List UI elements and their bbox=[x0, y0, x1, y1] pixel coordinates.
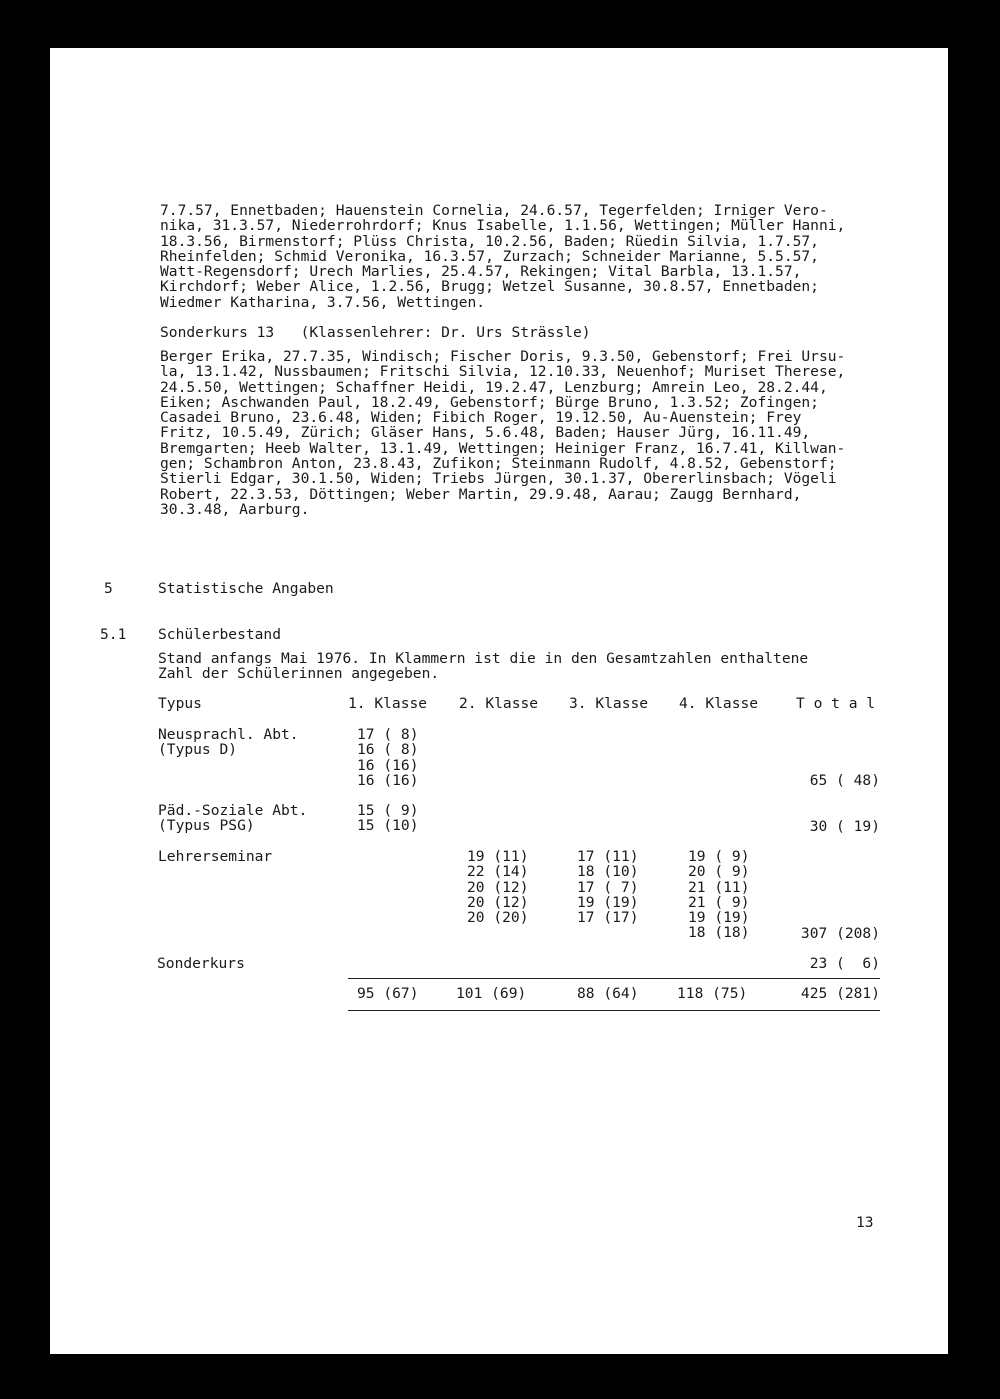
header-typus: Typus bbox=[158, 695, 202, 712]
totals-bottom-rule bbox=[348, 1010, 880, 1011]
lehrer-klasse-3-values: 17 (11) 18 (10) 17 ( 7) 19 (19) 17 (17) bbox=[577, 848, 639, 927]
header-klasse-2: 2. Klasse bbox=[459, 695, 539, 712]
sonderkurs-heading: Sonderkurs 13 (Klassenlehrer: Dr. Urs Strässle) bbox=[160, 324, 591, 341]
total-klasse-4: 118 (75) bbox=[677, 985, 748, 1002]
paed-total: 30 ( 19) bbox=[809, 818, 880, 835]
row-label-neusprachl: Neusprachl. Abt. (Typus D) bbox=[158, 726, 299, 759]
header-total: T o t a l bbox=[796, 695, 876, 712]
row-label-lehrerseminar: Lehrerseminar bbox=[158, 848, 273, 865]
neusprachl-klasse-1-values: 17 ( 8) 16 ( 8) 16 (16) 16 (16) bbox=[357, 726, 419, 789]
total-klasse-2: 101 (69) bbox=[456, 985, 527, 1002]
lehrer-total: 307 (208) bbox=[800, 925, 880, 942]
section-5-title: Statistische Angaben bbox=[158, 580, 334, 597]
total-klasse-1: 95 (67) bbox=[357, 985, 419, 1002]
document-page bbox=[50, 48, 948, 1354]
header-klasse-3: 3. Klasse bbox=[569, 695, 649, 712]
page-number: 13 bbox=[856, 1214, 874, 1231]
lehrer-klasse-4-values: 19 ( 9) 20 ( 9) 21 (11) 21 ( 9) 19 (19) 18 (18) bbox=[688, 848, 750, 942]
section-5-1-title: Schülerbestand bbox=[158, 626, 282, 643]
total-klasse-3: 88 (64) bbox=[577, 985, 639, 1002]
sonderkurs-total: 23 ( 6) bbox=[809, 955, 880, 972]
totals-top-rule bbox=[348, 978, 880, 979]
section-5-1-intro: Stand anfangs Mai 1976. In Klammern ist die in den Gesamtzahlen enthaltene Zahl der Schülerinnen angegeben. bbox=[158, 650, 809, 683]
section-5-number: 5 bbox=[104, 580, 113, 597]
row-label-sonderkurs: Sonderkurs bbox=[157, 955, 245, 972]
paed-klasse-1-values: 15 ( 9) 15 (10) bbox=[357, 802, 419, 835]
grand-total: 425 (281) bbox=[800, 985, 880, 1002]
header-klasse-4: 4. Klasse bbox=[679, 695, 759, 712]
header-klasse-1: 1. Klasse bbox=[348, 695, 428, 712]
lehrer-klasse-2-values: 19 (11) 22 (14) 20 (12) 20 (12) 20 (20) bbox=[467, 848, 529, 927]
section-5-1-number: 5.1 bbox=[100, 626, 127, 643]
sonderkurs-student-list: Berger Erika, 27.7.35, Windisch; Fischer Doris, 9.3.50, Gebenstorf; Frei Ursu- la, 13.1.42, Nussbaumen; Fritschi Silvia, 12.10.33, Neuenhof; Muriset Therese, 24.5.50, Wettingen; Schaffner Heidi, 19.2.47, Lenzburg; Amrein Leo, 28.2.44, Eiken; Aschwanden Paul, 18.2.49, Gebenstorf; Bürge Bruno, 1.3.52; Zofingen; Casadei Bruno, 23.6.48, Widen; Fibich Roger, 19.12.50, Au-Auenstein; Frey Fritz, 10.5.49, Zürich; Gläser Hans, 5.6.48, Baden; Hauser Jürg, 16.11.49, Bremgarten; Heeb Walter, 13.1.49, Wettingen; Heiniger Franz, 16.7.41, Killwan- gen; Schambron Anton, 23.8.43, Zufikon; Steinmann Rudolf, 4.8.52, Gebenstorf; Stierli Edgar, 30.1.50, Widen; Triebs Jürgen, 30.1.37, Obererlinsbach; Vögeli Robert, 22.3.53, Döttingen; Weber Martin, 29.9.48, Aarau; Zaugg Bernhard, 30.3.48, Aarburg. bbox=[160, 348, 846, 518]
neusprachl-total: 65 ( 48) bbox=[809, 772, 880, 789]
student-list-continuation: 7.7.57, Ennetbaden; Hauenstein Cornelia, 24.6.57, Tegerfelden; Irniger Vero- nika, 31.3.57, Niederrohrdorf; Knus Isabelle, 1.1.56, Wettingen; Müller Hanni, 18.3.56, Birmenstorf; Plüss Christa, 10.2.56, Baden; Rüedin Silvia, 1.7.57, Rheinfelden; Schmid Veronika, 16.3.57, Zurzach; Schneider Marianne, 5.5.57, Watt-Regensdorf; Urech Marlies, 25.4.57, Rekingen; Vital Barbla, 13.1.57, Kirchdorf; Weber Alice, 1.2.56, Brugg; Wetzel Susanne, 30.8.57, Ennetbaden; Wiedmer Katharina, 3.7.56, Wettingen. bbox=[160, 202, 846, 311]
row-label-paed-soziale: Päd.-Soziale Abt. (Typus PSG) bbox=[158, 802, 308, 835]
